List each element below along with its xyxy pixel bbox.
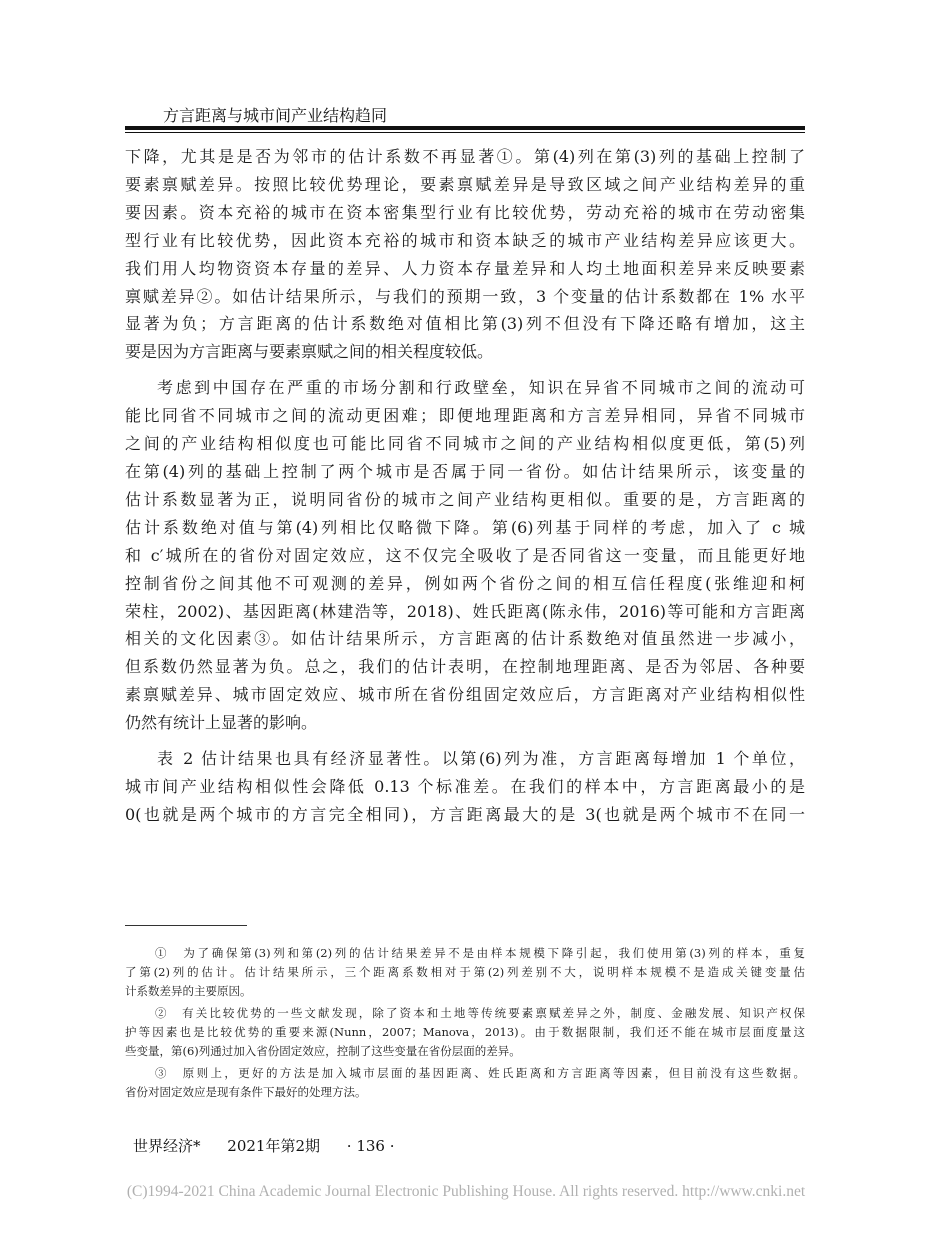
text-line: 在第(4)列的基础上控制了两个城市是否属于同一省份。如估计结果所示，该变量的 <box>125 461 805 481</box>
footnote-rule <box>125 925 247 926</box>
text-line: 要是因为方言距离与要素禀赋之间的相关程度较低。 <box>125 342 494 362</box>
footnote-line: 省份对固定效应是现有条件下最好的处理方法。 <box>125 1085 367 1099</box>
footnote-line: ③ 原则上，更好的方法是加入城市层面的基因距离、姓氏距离和方言距离等因素，但目前没有这些数据。 <box>155 1066 805 1080</box>
header-rule-thick <box>125 126 805 130</box>
paragraph-2 <box>125 374 805 737</box>
footnote-line: 些变量，第(6)列通过加入省份固定效应，控制了这些变量在省份层面的差异。 <box>125 1044 521 1058</box>
text-line: 禀赋差异②。如估计结果所示，与我们的预期一致，3 个变量的估计系数都在 1% 水平 <box>125 286 805 306</box>
footnote-3 <box>125 1064 805 1102</box>
footnote-2 <box>125 1004 805 1061</box>
text-line: 我们用人均物资资本存量的差异、人力资本存量差异和人均土地面积差异来反映要素 <box>125 258 805 278</box>
text-line: 之间的产业结构相似度也可能比同省不同城市之间的产业结构相似度更低，第(5)列 <box>125 434 805 454</box>
footnote-line: 计系数差异的主要原因。 <box>125 984 252 998</box>
footnote-line: ② 有关比较优势的一些文献发现，除了资本和土地等传统要素禀赋差异之外，制度、金融发展、知识产权保 <box>155 1006 805 1020</box>
running-header: 方言距离与城市间产业结构趋同 <box>163 106 388 125</box>
text-line: 估计系数绝对值与第(4)列相比仅略微下降。第(6)列基于同样的考虑，加入了 c 城 <box>125 517 805 537</box>
text-line: 考虑到中国存在严重的市场分割和行政壁垒，知识在异省不同城市之间的流动可 <box>157 378 805 398</box>
copyright-watermark: (C)1994-2021 China Academic Journal Electronic Publishing House. All rights reserved. http://www.cnki.net <box>126 1183 806 1200</box>
footnote-line: 护等因素也是比较优势的重要来源(Nunn，2007；Manova，2013)。由于数据限制，我们还不能在城市层面度量这 <box>125 1025 805 1039</box>
issue-label: 2021年第2期 <box>227 1137 321 1155</box>
text-line: 相关的文化因素③。如估计结果所示，方言距离的估计系数绝对值虽然进一步减小， <box>125 629 805 649</box>
text-line: 要因素。资本充裕的城市在资本密集型行业有比较优势，劳动充裕的城市在劳动密集 <box>125 202 805 222</box>
text-line: 下降，尤其是是否为邻市的估计系数不再显著①。第(4)列在第(3)列的基础上控制了 <box>125 147 805 166</box>
header-rule-thin <box>125 132 805 133</box>
journal-name: 世界经济* <box>133 1137 201 1155</box>
footnote-line: 了第(2)列的估计。估计结果所示，三个距离系数相对于第(2)列差别不大，说明样本规模不是造成关键变量估 <box>125 965 805 979</box>
paragraph-1 <box>125 143 805 366</box>
text-line: 型行业有比较优势，因此资本充裕的城市和资本缺乏的城市产业结构差异应该更大。 <box>125 230 805 250</box>
text-line: 控制省份之间其他不可观测的差异，例如两个省份之间的相互信任程度(张维迎和柯 <box>125 573 805 593</box>
footnotes <box>125 944 805 1105</box>
text-line: 表 2 估计结果也具有经济显著性。以第(6)列为准，方言距离每增加 1 个单位， <box>157 749 805 769</box>
text-line: 但系数仍然显著为负。总之，我们的估计表明，在控制地理距离、是否为邻居、各种要 <box>125 657 805 677</box>
footnote-line: ① 为了确保第(3)列和第(2)列的估计结果差异不是由样本规模下降引起，我们使用第(3)列的样本，重复 <box>155 946 805 960</box>
text-line: 0(也就是两个城市的方言完全相同)，方言距离最大的是 3(也就是两个城市不在同一 <box>125 804 805 824</box>
page-footer <box>133 1135 417 1156</box>
text-line: 荣柱，2002)、基因距离(林建浩等，2018)、姓氏距离(陈永伟，2016)等可能和方言距离 <box>125 601 805 621</box>
text-line: 素禀赋差异、城市固定效应、城市所在省份组固定效应后，方言距离对产业结构相似性 <box>125 685 805 705</box>
text-line: 显著为负；方言距离的估计系数绝对值相比第(3)列不但没有下降还略有增加，这主 <box>125 314 805 334</box>
text-line: 仍然有统计上显著的影响。 <box>125 713 318 733</box>
text-line: 能比同省不同城市之间的流动更困难；即便地理距离和方言差异相同，异省不同城市 <box>125 406 805 426</box>
paragraph-3 <box>125 745 805 829</box>
page-number: · 136 · <box>346 1137 395 1155</box>
footnote-1 <box>125 944 805 1001</box>
text-line: 要素禀赋差异。按照比较优势理论，要素禀赋差异是导致区域之间产业结构差异的重 <box>125 174 805 194</box>
text-line: 估计系数显著为正，说明同省份的城市之间产业结构更相似。重要的是，方言距离的 <box>125 489 805 509</box>
text-line: 和 c′城所在的省份对固定效应，这不仅完全吸收了是否同省这一变量，而且能更好地 <box>125 545 805 565</box>
body-text <box>125 143 805 837</box>
text-line: 城市间产业结构相似性会降低 0.13 个标准差。在我们的样本中，方言距离最小的是 <box>125 776 805 796</box>
